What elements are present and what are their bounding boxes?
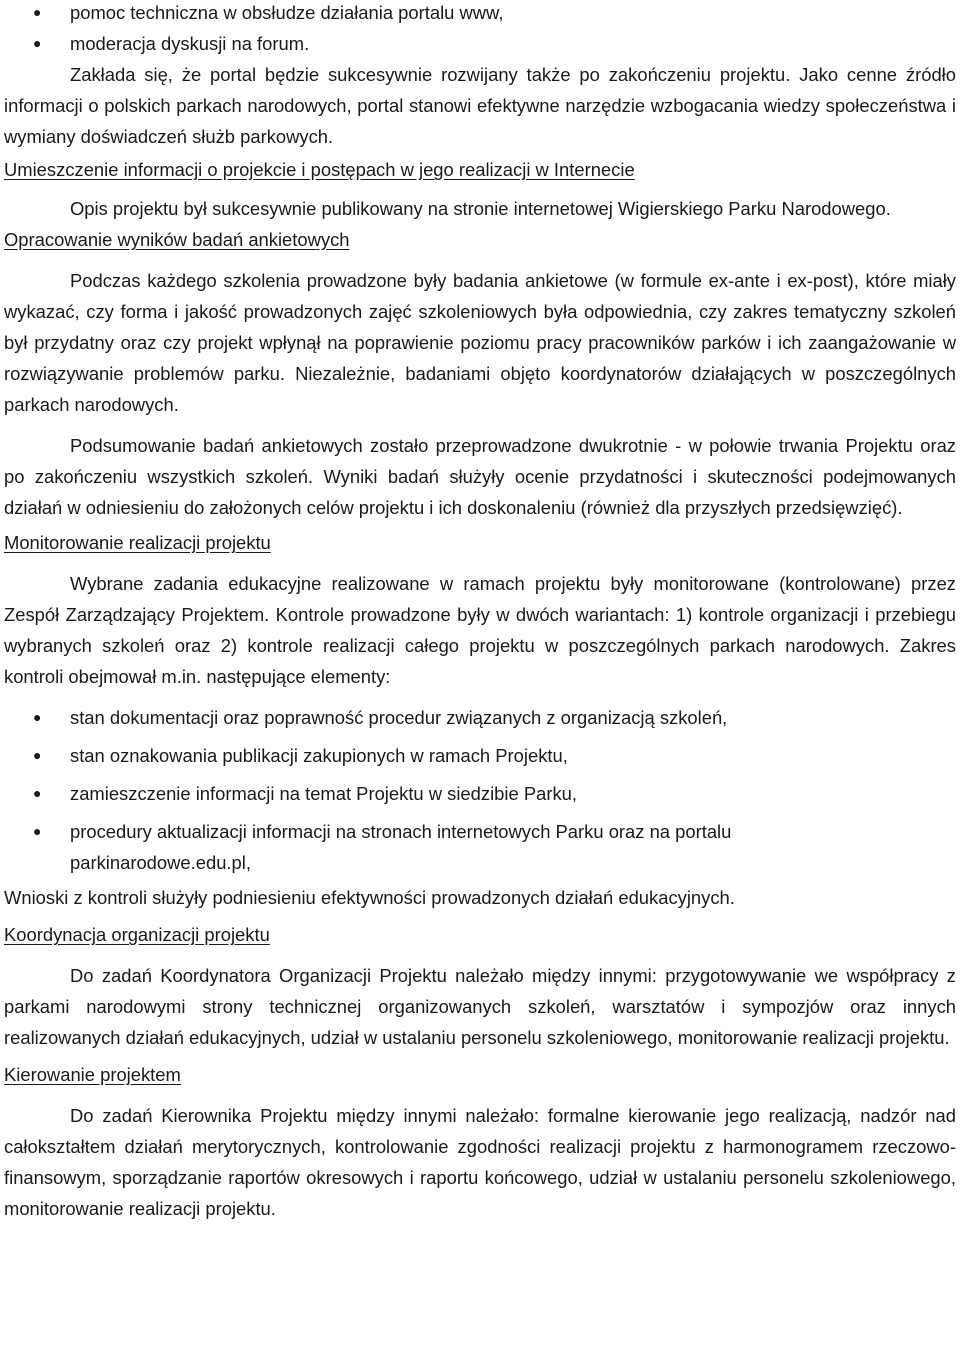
paragraph-portal: Zakłada się, że portal będzie sukcesywnie rozwijany także po zakończeniu projektu. Jako cenne źródło informacji o polskich parkach narodowych, portal stanowi efektywne narzędzie wzbogacania wiedzy społeczeństwa i wymiany doświadczeń służb parkowych. bbox=[4, 64, 956, 147]
section-heading-internet: Umieszczenie informacji o projekcie i postępach w jego realizacji w Internecie bbox=[4, 159, 635, 180]
list-item: ● stan dokumentacji oraz poprawność procedur związanych z organizacją szkoleń, bbox=[4, 702, 956, 733]
section-heading-monitoring: Monitorowanie realizacji projektu bbox=[4, 532, 271, 553]
section-heading-badania: Opracowanie wyników badań ankietowych bbox=[4, 229, 350, 250]
paragraph-internet: Opis projektu był sukcesywnie publikowany na stronie internetowej Wigierskiego Parku Narodowego. bbox=[70, 198, 891, 219]
list-item: ● pomoc techniczna w obsłudze działania portalu www, bbox=[4, 0, 956, 28]
section-heading-koordynacja: Koordynacja organizacji projektu bbox=[4, 924, 270, 945]
paragraph-badania-2: Podsumowanie badań ankietowych zostało przeprowadzone dwukrotnie - w połowie trwania Projektu oraz po zakończeniu wszystkich szkoleń. Wyniki badań służyły ocenie przydatności i skuteczności podejmowanych działań w odniesieniu do założonych celów projektu i ich doskonaleniu (również dla przyszłych przedsięwzięć). bbox=[4, 435, 956, 518]
list-item: ● zamieszczenie informacji na temat Projektu w siedzibie Parku, bbox=[4, 778, 956, 809]
paragraph-wnioski: Wnioski z kontroli służyły podniesieniu efektywności prowadzonych działań edukacyjnych. bbox=[4, 887, 735, 908]
bullet-icon: ● bbox=[33, 823, 42, 839]
monitoring-list bbox=[4, 702, 956, 878]
task-list-top bbox=[4, 0, 956, 59]
paragraph-kierowanie: Do zadań Kierownika Projektu między innymi należało: formalne kierowanie jego realizacją, nadzór nad całokształtem działań merytorycznych, kontrolowanie zgodności realizacji projektu z harmonogramem rzeczowo-finansowym, sporządzanie raportów okresowych i raportu końcowego, udział w ustalaniu personelu szkoleniowego, monitorowanie realizacji projektu. bbox=[4, 1105, 956, 1219]
paragraph-badania-1: Podczas każdego szkolenia prowadzone były badania ankietowe (w formule ex-ante i ex-post), które miały wykazać, czy forma i jakość prowadzonych zajęć szkoleniowych była odpowiednia, czy zakres tematyczny szkoleń był przydatny oraz czy projekt wpłynął na poprawienie poziomu pracy pracowników parków i ich zaangażowanie w rozwiązywanie problemów parku. Niezależnie, badaniami objęto koordynatorów działających w poszczególnych parkach narodowych. bbox=[4, 270, 956, 415]
bullet-icon: ● bbox=[33, 35, 42, 51]
list-item: ● moderacja dyskusji na forum. bbox=[4, 28, 956, 59]
bullet-icon: ● bbox=[33, 785, 42, 801]
bullet-icon: ● bbox=[33, 747, 42, 763]
list-item: ● procedury aktualizacji informacji na stronach internetowych Parku oraz na portalu parkinarodowe.edu.pl, bbox=[4, 816, 956, 878]
bullet-icon: ● bbox=[33, 4, 42, 20]
list-item: ● stan oznakowania publikacji zakupionych w ramach Projektu, bbox=[4, 740, 956, 771]
paragraph-koordynacja: Do zadań Koordynatora Organizacji Projektu należało między innymi: przygotowywanie we współpracy z parkami narodowymi strony technicznej organizowanych szkoleń, warsztatów i sympozjów oraz innych realizowanych działań edukacyjnych, udział w ustalaniu personelu szkoleniowego, monitorowanie realizacji projektu. bbox=[4, 965, 956, 1048]
section-heading-kierowanie: Kierowanie projektem bbox=[4, 1064, 181, 1085]
bullet-icon: ● bbox=[33, 709, 42, 725]
paragraph-monitoring: Wybrane zadania edukacyjne realizowane w ramach projektu były monitorowane (kontrolowane) przez Zespół Zarządzający Projektem. Kontrole prowadzone były w dwóch wariantach: 1) kontrole organizacji i przebiegu wybranych szkoleń oraz 2) kontrole realizacji całego projektu w poszczególnych parkach narodowych. Zakres kontroli obejmował m.in. następujące elementy: bbox=[4, 573, 956, 687]
